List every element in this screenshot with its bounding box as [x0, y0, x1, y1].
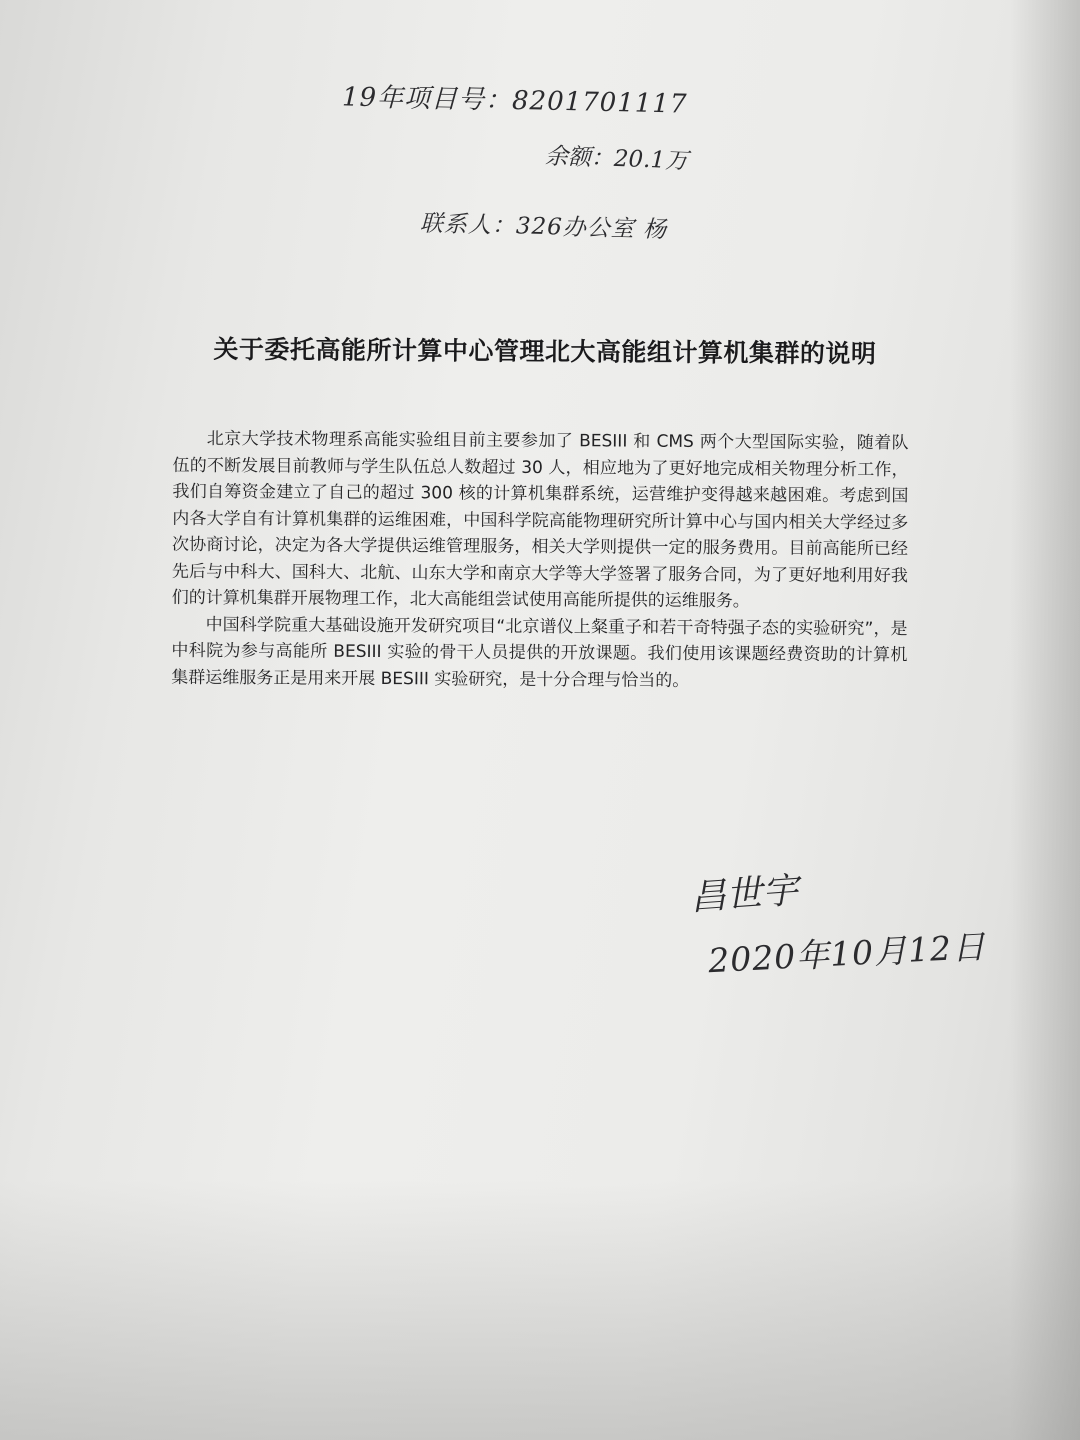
page-shadow-right: [1010, 0, 1080, 1440]
handwritten-signature: 昌世宇: [688, 870, 800, 919]
handwritten-balance: 余额：20.1万: [544, 143, 689, 175]
handwritten-contact: 联系人：326办公室 杨: [419, 210, 668, 244]
document-body: [171, 426, 909, 695]
page-shadow-bottom: [0, 1180, 1080, 1440]
body-paragraph-1: 北京大学技术物理系高能实验组目前主要参加了 BESIII 和 CMS 两个大型国际实验，随着队伍的不断发展目前教师与学生队伍总人数超过 30 人，相应地为了更好地完成相关物理分析工作，我们自筹资金建立了自己的超过 300 核的计算机集群系统，运营维护变得越来越困难。考虑到国内各大学自有计算机集群的运维困难，中国科学院高能物理研究所计算中心与国内相关大学经过多次协商讨论，决定为各大学提供运维管理服务，相关大学则提供一定的服务费用。目前高能所已经先后与中科大、国科大、北航、山东大学和南京大学等大学签署了服务合同，为了更好地利用好我们的计算机集群开展物理工作，北大高能组尝试使用高能所提供的运维服务。: [171, 428, 909, 612]
handwritten-date: 2020年10月12日: [707, 926, 987, 981]
document-title: 关于委托高能所计算中心管理北大高能组计算机集群的说明: [213, 334, 877, 369]
handwritten-project-number: 19年项目号：8201701117: [341, 82, 688, 120]
body-paragraph-2: 中国科学院重大基础设施开发研究项目“北京谱仪上粲重子和若干奇特强子态的实验研究”，是中科院为参与高能所 BESIII 实验的骨干人员提供的开放课题。我们使用该课题经费资助的计算机集群运维服务正是用来开展 BESIII 实验研究，是十分合理与恰当的。: [171, 614, 908, 691]
